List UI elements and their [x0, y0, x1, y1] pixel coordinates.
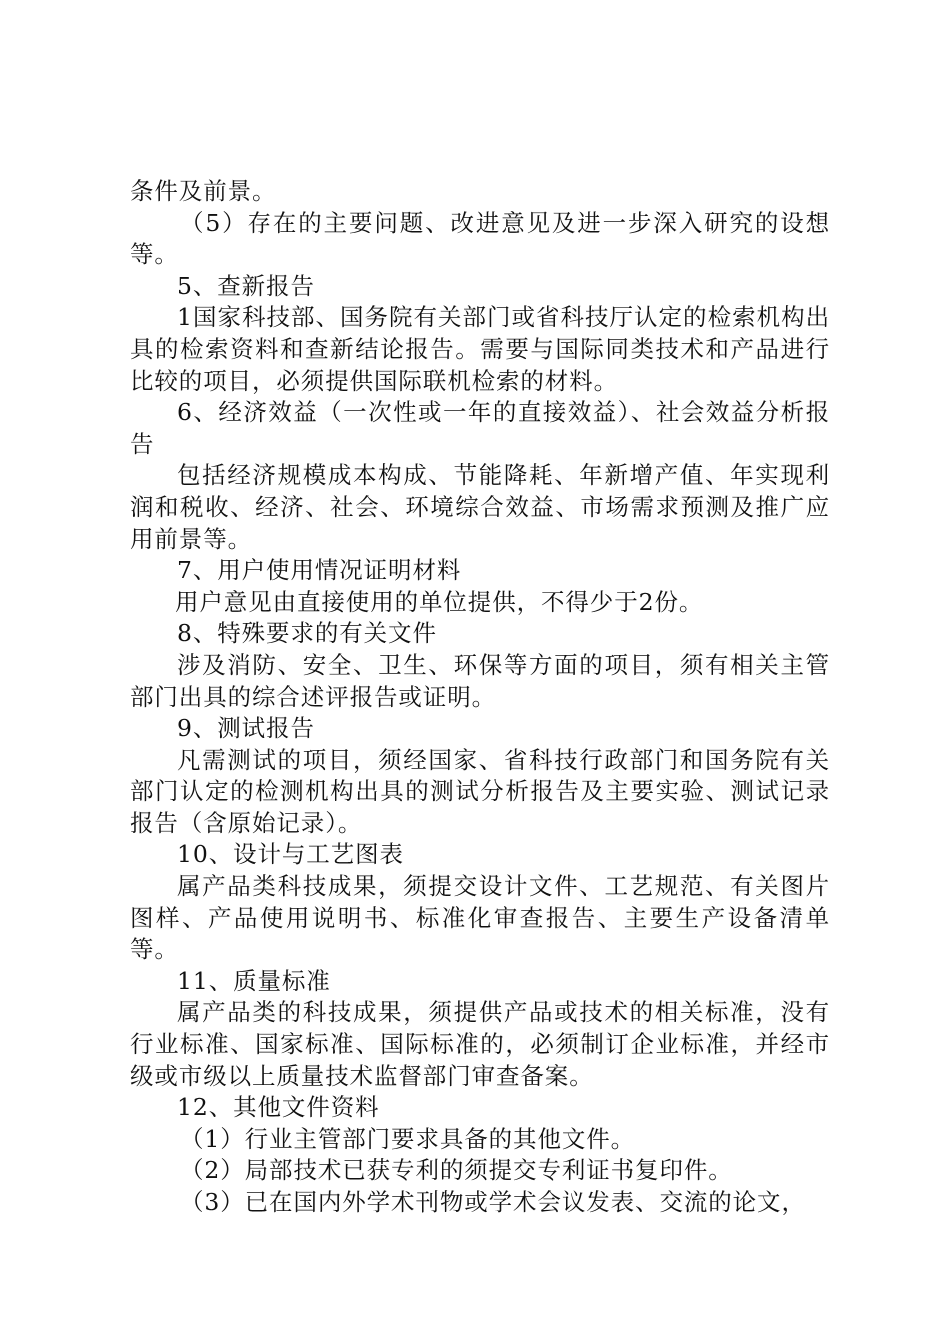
list-item-5: （5）存在的主要问题、改进意见及进一步深入研究的设想等。 — [130, 208, 830, 269]
list-item-2: （2）局部技术已获专利的须提交专利证书复印件。 — [180, 1156, 733, 1185]
section-heading-12: 12、其他文件资料 — [177, 1093, 380, 1122]
list-item-1: （1）行业主管部门要求具备的其他文件。 — [180, 1124, 636, 1153]
paragraph-continuation: 条件及前景。 — [130, 177, 277, 205]
paragraph-special-documents: 涉及消防、安全、卫生、环保等方面的项目，须有相关主管部门出具的综合述评报告或证明。 — [130, 650, 830, 711]
paragraph-novelty-report: 1国家科技部、国务院有关部门或省科技厅认定的检索机构出具的检索资料和查新结论报告。需要与国际同类技术和产品进行比较的项目，必须提供国际联机检索的材料。 — [130, 303, 830, 395]
paragraph-user-feedback: 用户意见由直接使用的单位提供，不得少于2份。 — [175, 587, 704, 616]
section-heading-11: 11、质量标准 — [177, 966, 331, 995]
section-heading-9: 9、测试报告 — [177, 714, 315, 743]
section-heading-6: 6、经济效益（一次性或一年的直接效益）、社会效益分析报告 — [130, 398, 830, 458]
section-heading-10: 10、设计与工艺图表 — [177, 840, 404, 869]
paragraph-test-report: 凡需测试的项目，须经国家、省科技行政部门和国务院有关部门认定的检测机构出具的测试分析报告及主要实验、测试记录报告（含原始记录）。 — [130, 745, 830, 837]
paragraph-design-charts: 属产品类科技成果，须提交设计文件、工艺规范、有关图片图样、产品使用说明书、标准化审查报告、主要生产设备清单等。 — [130, 872, 830, 964]
paragraph-quality-standard: 属产品类的科技成果，须提供产品或技术的相关标准，没有行业标准、国家标准、国际标准的，必须制订企业标准，并经市级或市级以上质量技术监督部门审查备案。 — [130, 998, 830, 1090]
document-body — [130, 176, 830, 1219]
section-heading-5: 5、查新报告 — [177, 271, 315, 300]
paragraph-benefit-analysis: 包括经济规模成本构成、节能降耗、年新增产值、年实现利润和税收、经济、社会、环境综合效益、市场需求预测及推广应用前景等。 — [130, 461, 830, 553]
section-heading-8: 8、特殊要求的有关文件 — [177, 619, 437, 648]
section-heading-7: 7、用户使用情况证明材料 — [177, 556, 462, 585]
list-item-3: （3）已在国内外学术刊物或学术会议发表、交流的论文， — [180, 1188, 806, 1216]
